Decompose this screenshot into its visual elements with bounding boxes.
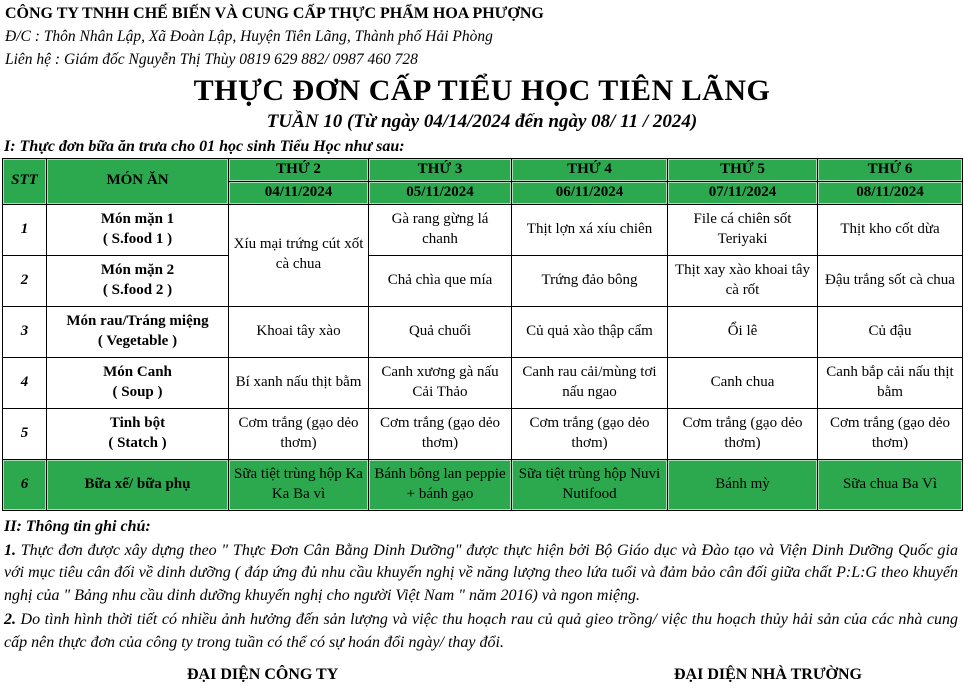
cell-r1-thu6: Thịt kho cốt dừa [818,204,963,255]
cell-r5-thu4: Cơm trắng (gạo dẻo thơm) [512,408,668,459]
row2-stt: 2 [3,255,47,306]
date-thu3: 05/11/2024 [369,181,512,204]
cell-r1-thu5: File cá chiên sốt Teriyaki [668,204,818,255]
section-1-heading: I: Thực đơn bữa ăn trưa cho 01 học sinh Tiểu Học như sau: [4,138,405,155]
date-thu6: 08/11/2024 [818,181,963,204]
table-row-2 [3,255,963,306]
row3-stt: 3 [3,306,47,357]
row6-stt: 6 [3,459,47,510]
note-2-number: 2. [4,611,16,629]
cell-r4-thu3: Canh xương gà nấu Cải Thảo [369,357,512,408]
cell-r2-thu5: Thịt xay xào khoai tây cà rốt [668,255,818,306]
note-2-text: Do tình hình thời tiết có nhiều ảnh hưởng đến sản lượng và việc thu hoạch rau củ quả gieo trồng/ việc thu hoạch thủy hải sản của các nhà cung cấp nên thực đơn của công ty trong tuần có thể có sự hoán đổi ngày/ thay đổi. [4,611,958,651]
cell-r4-thu2: Bí xanh nấu thịt bằm [229,357,369,408]
section-2-heading: II: Thông tin ghi chú: [4,517,151,535]
company-name: CÔNG TY TNHH CHẾ BIẾN VÀ CUNG CẤP THỰC PHẨM HOA PHƯỢNG [5,5,544,22]
dish-name: Món rau/Tráng miệng [66,312,209,329]
note-1-number: 1. [4,541,16,559]
cell-r4-thu6: Canh bắp cải nấu thịt bằm [818,357,963,408]
signature-row [2,666,962,684]
row1-stt: 1 [3,204,47,255]
week-subtitle: TUẦN 10 (Từ ngày 04/14/2024 đến ngày 08/ 11 / 2024) [266,111,698,132]
company-contact: Liên hệ : Giám đốc Nguyễn Thị Thùy 0819 629 882/ 0987 460 728 [5,51,418,68]
row5-dish [47,408,229,459]
table-row-3 [3,306,963,357]
cell-r6-thu2: Sữa tiệt trùng hộp Ka Ka Ba vì [229,459,369,510]
cell-r4-thu4: Canh rau cải/mùng tơi nấu ngao [512,357,668,408]
cell-r3-thu6: Củ đậu [818,306,963,357]
cell-r1-thu4: Thịt lợn xá xíu chiên [512,204,668,255]
row2-dish [47,255,229,306]
table-row-6 [3,459,963,510]
note-1 [2,540,962,608]
dish-name: Món Canh [103,363,172,380]
cell-r2-thu4: Trứng đảo bông [512,255,668,306]
menu-table [2,158,963,511]
table-row-1 [3,204,963,255]
company-representative-label: ĐẠI DIỆN CÔNG TY [187,666,339,684]
cell-r6-thu4: Sữa tiệt trùng hộp Nuvi Nutifood [512,459,668,510]
col-header-thu5: THỨ 5 [668,159,818,182]
row5-stt: 5 [3,408,47,459]
cell-r5-thu3: Cơm trắng (gạo dẻo thơm) [369,408,512,459]
row3-dish [47,306,229,357]
table-row-5 [3,408,963,459]
row6-dish [47,459,229,510]
col-header-thu3: THỨ 3 [369,159,512,182]
cell-r4-thu5: Canh chua [668,357,818,408]
cell-r2-thu6: Đậu trắng sốt cà chua [818,255,963,306]
col-header-thu6: THỨ 6 [818,159,963,182]
note-1-text: Thực đơn được xây dựng theo " Thực Đơn Cân Bằng Dinh Dưỡng" được thực hiện bởi Bộ Giáo dục và Đào tạo và Viện Dinh Dưỡng Quốc gia với mục tiêu cân đối về dinh dưỡng ( đáp ứng đủ nhu cầu khuyến nghị về năng lượng theo lứa tuổi và đảm bảo cân đối giữa chất P:L:G theo khuyến nghị của " Bảng nhu cầu dinh dưỡng khuyến nghị cho người Việt Nam " năm 2016) và ngon miệng. [4,541,958,604]
company-address: Đ/C : Thôn Nhân Lập, Xã Đoàn Lập, Huyện Tiên Lãng, Thành phố Hải Phòng [5,28,493,45]
dish-subtitle: ( Vegetable ) [97,332,178,349]
cell-r5-thu2: Cơm trắng (gạo dẻo thơm) [229,408,369,459]
dish-name: Bữa xế/ bữa phụ [84,475,191,492]
cell-r1r2-thu2: Xíu mại trứng cút xốt cà chua [229,204,369,306]
col-header-dish: MÓN ĂN [47,159,229,205]
col-header-thu4: THỨ 4 [512,159,668,182]
row4-dish [47,357,229,408]
cell-r3-thu2: Khoai tây xào [229,306,369,357]
table-row-4 [3,357,963,408]
cell-r5-thu5: Cơm trắng (gạo dẻo thơm) [668,408,818,459]
cell-r3-thu3: Quả chuối [369,306,512,357]
col-header-thu2: THỨ 2 [229,159,369,182]
dish-subtitle: ( Soup ) [112,383,163,400]
dish-subtitle: ( S.food 1 ) [102,230,173,247]
cell-r6-thu3: Bánh bông lan peppie + bánh gạo [369,459,512,510]
cell-r1-thu3: Gà rang gừng lá chanh [369,204,512,255]
row4-stt: 4 [3,357,47,408]
cell-r6-thu5: Bánh mỳ [668,459,818,510]
date-thu2: 04/11/2024 [229,181,369,204]
cell-r3-thu5: Ổi lê [668,306,818,357]
cell-r3-thu4: Củ quả xào thập cẩm [512,306,668,357]
cell-r2-thu3: Chả chìa que mía [369,255,512,306]
cell-r6-thu6: Sữa chua Ba Vì [818,459,963,510]
page-title: THỰC ĐƠN CẤP TIỂU HỌC TIÊN LÃNG [193,74,771,107]
dish-name: Món mặn 2 [100,261,175,278]
col-header-stt: STT [3,159,47,205]
cell-r5-thu6: Cơm trắng (gạo dẻo thơm) [818,408,963,459]
date-thu4: 06/11/2024 [512,181,668,204]
date-thu5: 07/11/2024 [668,181,818,204]
school-representative-label: ĐẠI DIỆN NHÀ TRƯỜNG [673,666,862,684]
row1-dish [47,204,229,255]
dish-subtitle: ( Statch ) [108,434,167,451]
dish-name: Món mặn 1 [100,210,175,227]
note-2 [2,609,962,654]
dish-subtitle: ( S.food 2 ) [102,281,173,298]
dish-name: Tinh bột [109,414,166,431]
